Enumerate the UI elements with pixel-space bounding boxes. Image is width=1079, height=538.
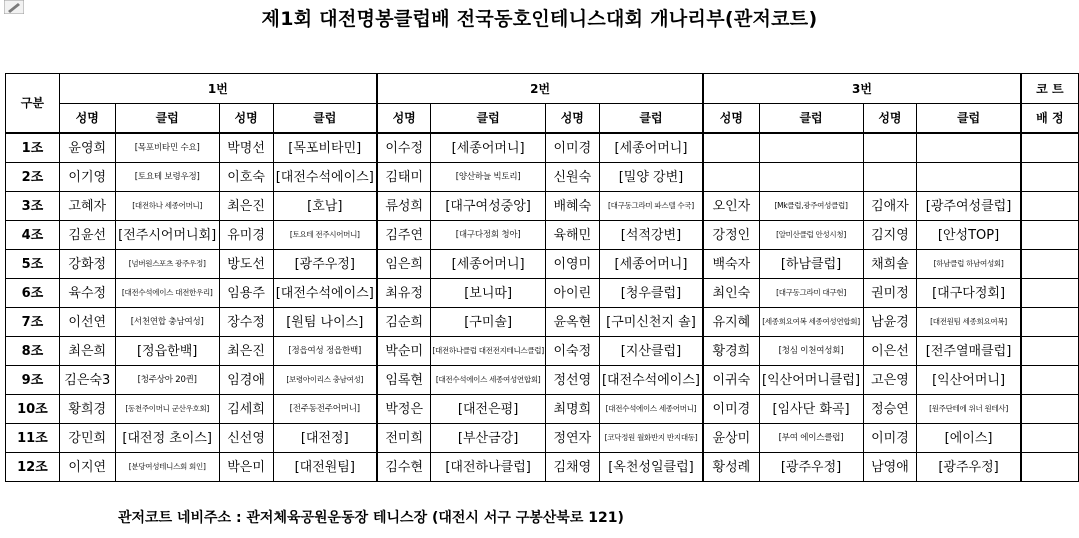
header-court-assign: 배 정 — [1021, 104, 1079, 134]
player-name: 전미희 — [377, 424, 431, 453]
club-name: [하남클럽] — [759, 250, 863, 279]
group-label: 8조 — [6, 337, 60, 366]
club-name: [정읍한백] — [115, 337, 219, 366]
court-assign-cell — [1021, 395, 1079, 424]
club-name: [구미신천지 솔] — [599, 308, 703, 337]
court-assign-cell — [1021, 163, 1079, 192]
club-name: [세종어머니] — [431, 250, 546, 279]
header-court-1: 1번 — [59, 74, 377, 104]
club-name: [하남클럽 하남여성회] — [917, 250, 1021, 279]
club-name — [917, 163, 1021, 192]
player-name: 육수정 — [59, 279, 115, 308]
club-name: [대전수석에이스 세종여성연합회] — [431, 366, 546, 395]
player-name: 정선영 — [545, 366, 599, 395]
club-name: [광주여성클럽] — [917, 192, 1021, 221]
table-row — [6, 250, 1079, 279]
player-name: 임경애 — [219, 366, 273, 395]
club-name: [부산금강] — [431, 424, 546, 453]
club-name: [청주상아 20퀸] — [115, 366, 219, 395]
club-name: [세종어머니] — [599, 133, 703, 163]
club-name: [원주단테에 위너 원테사] — [917, 395, 1021, 424]
footer-address: 관저코트 네비주소 : 관저체육공원운동장 테니스장 (대전시 서구 구봉산북로 121) — [118, 510, 624, 526]
header-club: 클럽 — [431, 104, 546, 134]
header-name: 성명 — [59, 104, 115, 134]
club-name: [서천연합 충남여성] — [115, 308, 219, 337]
header-name: 성명 — [703, 104, 759, 134]
club-name: [옥천성일클럽] — [599, 453, 703, 482]
club-name: [에이스] — [917, 424, 1021, 453]
court-assign-cell — [1021, 250, 1079, 279]
club-name: [구미솔] — [431, 308, 546, 337]
club-name: [목포비타민] — [273, 133, 377, 163]
table-row — [6, 192, 1079, 221]
player-name: 박순미 — [377, 337, 431, 366]
player-name: 임은희 — [377, 250, 431, 279]
player-name — [703, 133, 759, 163]
player-name: 김채영 — [545, 453, 599, 482]
court-assign-cell — [1021, 424, 1079, 453]
player-name: 이영미 — [545, 250, 599, 279]
player-name: 임용주 — [219, 279, 273, 308]
table-row — [6, 395, 1079, 424]
player-name: 신원숙 — [545, 163, 599, 192]
player-name: 김은숙3 — [59, 366, 115, 395]
club-name: [세종어머니] — [431, 133, 546, 163]
club-name: [임사단 화곡] — [759, 395, 863, 424]
club-name: [대구다정회 청아] — [431, 221, 546, 250]
player-name: 권미정 — [863, 279, 917, 308]
club-name: [대전원팀] — [273, 453, 377, 482]
club-name: [동천주이머니 군산우호회] — [115, 395, 219, 424]
club-name: [지산클럽] — [599, 337, 703, 366]
club-name: [대전정 초이스] — [115, 424, 219, 453]
club-name: [세종어머니] — [599, 250, 703, 279]
court-assign-cell — [1021, 337, 1079, 366]
player-name: 김주연 — [377, 221, 431, 250]
club-name: [원팀 나이스] — [273, 308, 377, 337]
player-name: 이미경 — [545, 133, 599, 163]
club-name: [대구동그라미 파스텔 수국] — [599, 192, 703, 221]
club-name: [전주동전주어머니] — [273, 395, 377, 424]
club-name: [분당여성테니스회 회인] — [115, 453, 219, 482]
club-name — [759, 163, 863, 192]
club-name: [보니따] — [431, 279, 546, 308]
group-label: 7조 — [6, 308, 60, 337]
club-name: [알미산클럽 안성시청] — [759, 221, 863, 250]
player-name: 최은희 — [59, 337, 115, 366]
player-name: 박정은 — [377, 395, 431, 424]
player-name: 고혜자 — [59, 192, 115, 221]
club-name: [익산어머니] — [917, 366, 1021, 395]
club-name: [광주우정] — [273, 250, 377, 279]
player-name: 고은영 — [863, 366, 917, 395]
player-name: 김세희 — [219, 395, 273, 424]
club-name: [광주우정] — [917, 453, 1021, 482]
club-name: [코닥정원 월화반지 반지대동] — [599, 424, 703, 453]
player-name: 신선영 — [219, 424, 273, 453]
club-name: [토요테 보령우정] — [115, 163, 219, 192]
club-name: [밀양 강변] — [599, 163, 703, 192]
club-name: [대전원팀 세종희요여복] — [917, 308, 1021, 337]
player-name: 박명선 — [219, 133, 273, 163]
player-name: 최명희 — [545, 395, 599, 424]
table-row — [6, 337, 1079, 366]
player-name: 김수현 — [377, 453, 431, 482]
court-assign-cell — [1021, 453, 1079, 482]
group-label: 6조 — [6, 279, 60, 308]
club-name: [전주시어머니회] — [115, 221, 219, 250]
header-name: 성명 — [863, 104, 917, 134]
player-name — [863, 133, 917, 163]
club-name: [부여 에이스클럽] — [759, 424, 863, 453]
club-name: [대전수석에이스] — [273, 163, 377, 192]
group-label: 2조 — [6, 163, 60, 192]
player-name: 윤상미 — [703, 424, 759, 453]
table-row — [6, 308, 1079, 337]
player-name: 이미경 — [863, 424, 917, 453]
player-name — [863, 163, 917, 192]
player-name: 배혜숙 — [545, 192, 599, 221]
player-name: 박은미 — [219, 453, 273, 482]
header-name: 성명 — [219, 104, 273, 134]
player-name: 장수정 — [219, 308, 273, 337]
player-name: 김순희 — [377, 308, 431, 337]
club-name: [대전수석에이스 세종어머니] — [599, 395, 703, 424]
bracket-table — [5, 73, 1079, 482]
group-label: 4조 — [6, 221, 60, 250]
court-assign-cell — [1021, 133, 1079, 163]
club-name: [광주우정] — [759, 453, 863, 482]
player-name: 육해민 — [545, 221, 599, 250]
player-name: 이수정 — [377, 133, 431, 163]
player-name: 강정인 — [703, 221, 759, 250]
table-row — [6, 366, 1079, 395]
player-name: 이지연 — [59, 453, 115, 482]
player-name: 유지혜 — [703, 308, 759, 337]
table-row — [6, 221, 1079, 250]
club-name — [759, 133, 863, 163]
club-name: [대전수석에이스 대전한우리] — [115, 279, 219, 308]
group-label: 9조 — [6, 366, 60, 395]
club-name: [대전정] — [273, 424, 377, 453]
player-name: 강민희 — [59, 424, 115, 453]
table-row — [6, 133, 1079, 163]
header-club: 클럽 — [599, 104, 703, 134]
header-club: 클럽 — [115, 104, 219, 134]
court-assign-cell — [1021, 308, 1079, 337]
club-name: [양산하늘 빅토리] — [431, 163, 546, 192]
court-assign-cell — [1021, 279, 1079, 308]
club-name: [대전하나 세종어머니] — [115, 192, 219, 221]
header-gubun: 구분 — [6, 74, 60, 134]
player-name: 최인숙 — [703, 279, 759, 308]
header-club: 클럽 — [273, 104, 377, 134]
club-name: [대구다정회] — [917, 279, 1021, 308]
player-name: 이기영 — [59, 163, 115, 192]
court-assign-cell — [1021, 192, 1079, 221]
club-name: [토요테 전주시어머니] — [273, 221, 377, 250]
club-name: [대전수석에이스] — [599, 366, 703, 395]
table-row — [6, 424, 1079, 453]
player-name: 남윤경 — [863, 308, 917, 337]
player-name: 임록현 — [377, 366, 431, 395]
club-name: [청심 이천여성회] — [759, 337, 863, 366]
player-name: 채희솔 — [863, 250, 917, 279]
club-name: [대구동그라미 대구현] — [759, 279, 863, 308]
club-name: [Mk클럽,광주여성클럽] — [759, 192, 863, 221]
club-name: [청우클럽] — [599, 279, 703, 308]
player-name: 윤영희 — [59, 133, 115, 163]
player-name: 이호숙 — [219, 163, 273, 192]
court-assign-cell — [1021, 366, 1079, 395]
group-label: 1조 — [6, 133, 60, 163]
club-name: [대전하나클럽] — [431, 453, 546, 482]
player-name: 황희경 — [59, 395, 115, 424]
table-row — [6, 279, 1079, 308]
player-name: 이미경 — [703, 395, 759, 424]
player-name: 황성례 — [703, 453, 759, 482]
header-court-2: 2번 — [377, 74, 703, 104]
club-name: [넘버원스포츠 광주우정] — [115, 250, 219, 279]
header-court-label: 코 트 — [1021, 74, 1079, 104]
club-name: [세종희요여복 세종여성연합회] — [759, 308, 863, 337]
header-court-3: 3번 — [703, 74, 1021, 104]
page-title: 제1회 대전명봉클럽배 전국동호인테니스대회 개나리부(관저코트) — [261, 8, 818, 30]
player-name: 남영애 — [863, 453, 917, 482]
club-name: [전주열매클럽] — [917, 337, 1021, 366]
player-name: 최은진 — [219, 337, 273, 366]
group-label: 11조 — [6, 424, 60, 453]
club-name: [대전하나클럽 대전전지테니스클럽] — [431, 337, 546, 366]
player-name: 이선연 — [59, 308, 115, 337]
player-name: 김애자 — [863, 192, 917, 221]
club-name — [917, 133, 1021, 163]
player-name: 정연자 — [545, 424, 599, 453]
player-name: 김윤선 — [59, 221, 115, 250]
player-name: 최은진 — [219, 192, 273, 221]
club-name: [보령아이리스 충남여성] — [273, 366, 377, 395]
group-label: 10조 — [6, 395, 60, 424]
player-name: 정승연 — [863, 395, 917, 424]
player-name: 오인자 — [703, 192, 759, 221]
club-name: [정읍여성 정읍한백] — [273, 337, 377, 366]
player-name: 류성희 — [377, 192, 431, 221]
header-club: 클럽 — [917, 104, 1021, 134]
player-name: 윤옥현 — [545, 308, 599, 337]
player-name: 아이린 — [545, 279, 599, 308]
header-name: 성명 — [377, 104, 431, 134]
table-row — [6, 453, 1079, 482]
player-name — [703, 163, 759, 192]
group-label: 3조 — [6, 192, 60, 221]
club-name: [석적강변] — [599, 221, 703, 250]
player-name: 백숙자 — [703, 250, 759, 279]
club-name: [목포비타민 수요] — [115, 133, 219, 163]
club-name: [안성TOP] — [917, 221, 1021, 250]
club-name: [대전수석에이스] — [273, 279, 377, 308]
player-name: 황경희 — [703, 337, 759, 366]
group-label: 12조 — [6, 453, 60, 482]
player-name: 김태미 — [377, 163, 431, 192]
player-name: 최유정 — [377, 279, 431, 308]
player-name: 김지영 — [863, 221, 917, 250]
player-name: 강화정 — [59, 250, 115, 279]
header-club: 클럽 — [759, 104, 863, 134]
club-name: [대구여성중앙] — [431, 192, 546, 221]
club-name: [익산어머니클럽] — [759, 366, 863, 395]
player-name: 이귀숙 — [703, 366, 759, 395]
group-label: 5조 — [6, 250, 60, 279]
table-row — [6, 163, 1079, 192]
player-name: 유미경 — [219, 221, 273, 250]
club-name: [호남] — [273, 192, 377, 221]
club-name: [대전은평] — [431, 395, 546, 424]
player-name: 이숙정 — [545, 337, 599, 366]
header-name: 성명 — [545, 104, 599, 134]
player-name: 이은선 — [863, 337, 917, 366]
player-name: 방도선 — [219, 250, 273, 279]
court-assign-cell — [1021, 221, 1079, 250]
